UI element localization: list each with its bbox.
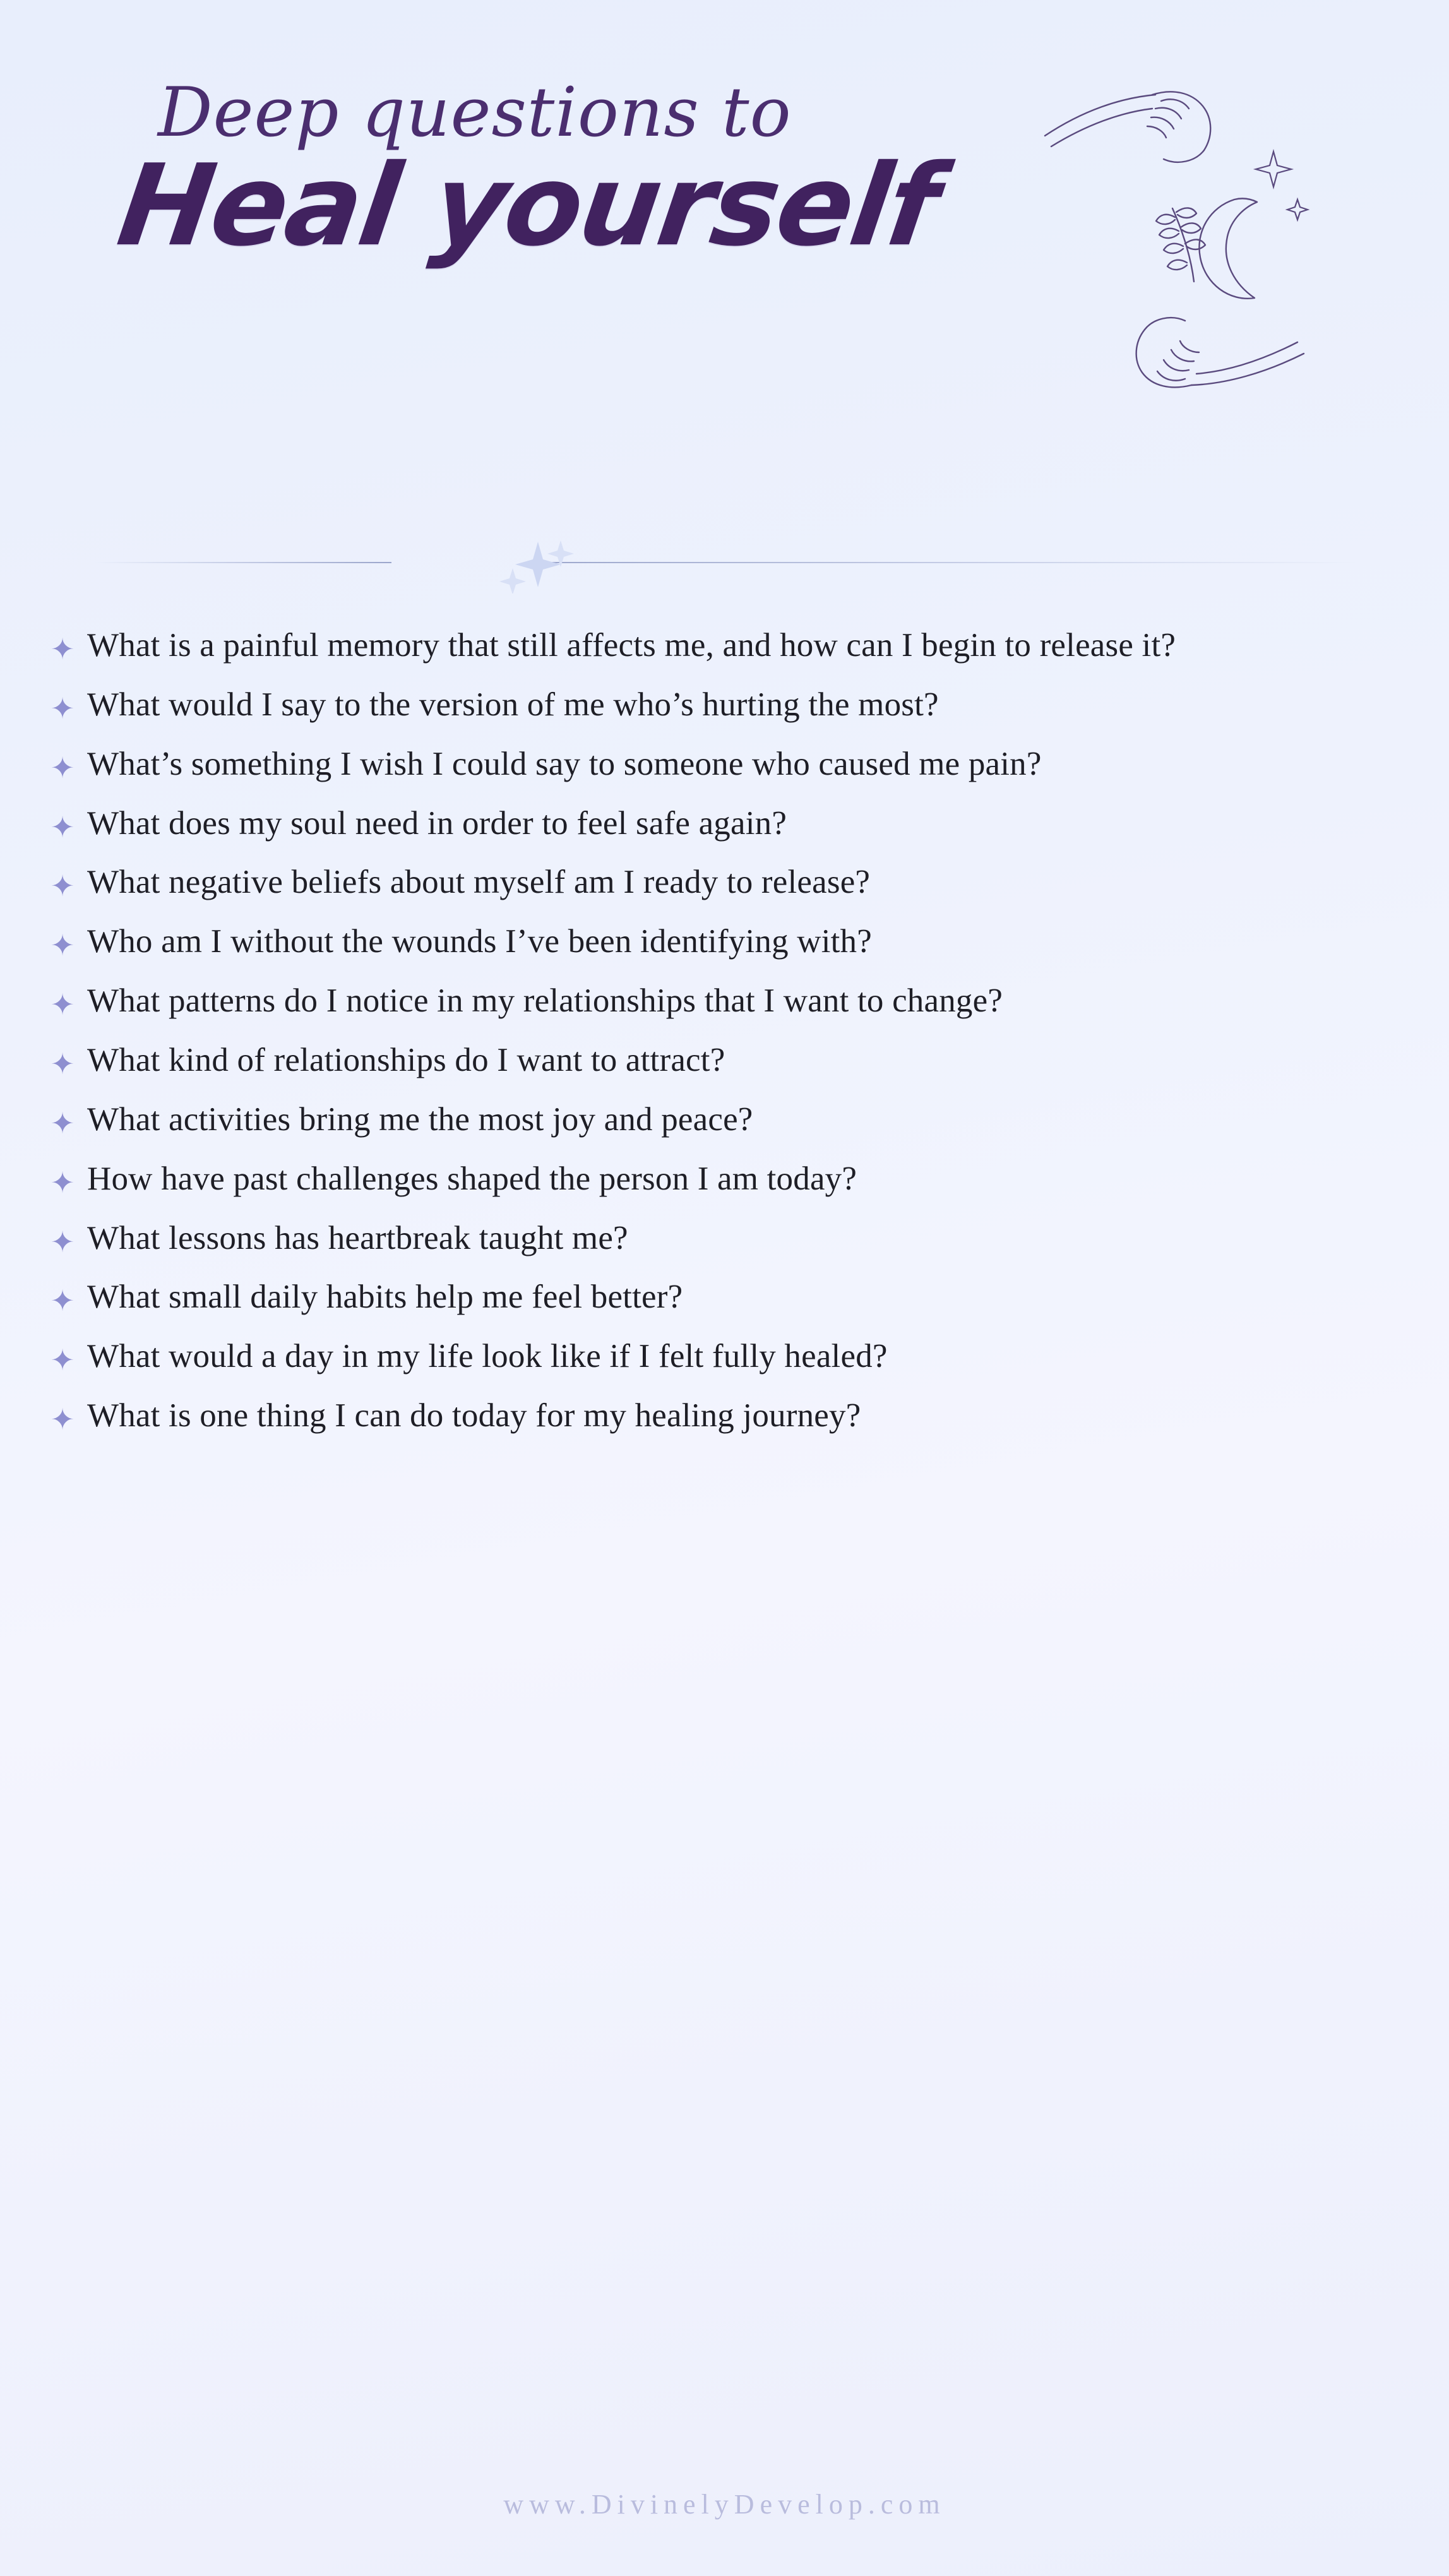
sparkle-bullet-icon: ✦ bbox=[50, 1344, 75, 1377]
list-item bbox=[38, 797, 1414, 851]
question-text: What would a day in my life look like if I felt fully healed? bbox=[87, 1338, 888, 1375]
sparkle-cluster-icon bbox=[486, 537, 600, 593]
sparkle-bullet-icon: ✦ bbox=[50, 1107, 75, 1140]
sparkle-bullet-icon: ✦ bbox=[50, 1166, 75, 1199]
question-text: What small daily habits help me feel better? bbox=[87, 1279, 683, 1316]
list-item bbox=[38, 1034, 1414, 1088]
sparkle-bullet-icon: ✦ bbox=[50, 1225, 75, 1258]
question-text: What patterns do I notice in my relationships that I want to change? bbox=[87, 982, 1003, 1020]
question-text: What does my soul need in order to feel safe again? bbox=[87, 804, 787, 842]
list-item bbox=[38, 974, 1414, 1029]
sparkle-bullet-icon: ✦ bbox=[50, 870, 75, 903]
list-item bbox=[38, 619, 1414, 673]
hands-moon-botanical-icon bbox=[1026, 76, 1323, 404]
question-text: What would I say to the version of me who’s hurting the most? bbox=[87, 686, 939, 723]
list-item bbox=[38, 1389, 1414, 1443]
page-title-line-2: Heal yourself bbox=[110, 140, 945, 271]
list-item bbox=[38, 1093, 1414, 1147]
divider-line-right bbox=[524, 562, 1357, 563]
divider-line-left bbox=[95, 562, 391, 563]
sparkle-bullet-icon: ✦ bbox=[50, 811, 75, 844]
question-text: How have past challenges shaped the person I am today? bbox=[87, 1160, 857, 1197]
list-item bbox=[38, 1270, 1414, 1325]
list-item bbox=[38, 737, 1414, 792]
sparkle-bullet-icon: ✦ bbox=[50, 1404, 75, 1436]
list-item bbox=[38, 1152, 1414, 1207]
question-text: What kind of relationships do I want to attract? bbox=[87, 1042, 725, 1079]
question-text: What lessons has heartbreak taught me? bbox=[87, 1219, 628, 1256]
page-title-line-1: Deep questions to bbox=[158, 73, 792, 152]
poster-header bbox=[63, 0, 1386, 404]
section-divider bbox=[95, 543, 1357, 581]
title-block bbox=[110, 73, 1105, 271]
footer-website: www.DivinelyDevelop.com bbox=[503, 2489, 946, 2520]
question-text: What negative beliefs about myself am I ready to release? bbox=[87, 864, 871, 901]
sparkle-bullet-icon: ✦ bbox=[50, 929, 75, 962]
question-text: What is one thing I can do today for my healing journey? bbox=[87, 1397, 861, 1434]
questions-list bbox=[38, 619, 1414, 1448]
question-text: What’s something I wish I could say to someone who caused me pain? bbox=[87, 745, 1042, 782]
sparkle-bullet-icon: ✦ bbox=[50, 1285, 75, 1318]
sparkle-bullet-icon: ✦ bbox=[50, 989, 75, 1022]
list-item bbox=[38, 1330, 1414, 1384]
list-item bbox=[38, 678, 1414, 732]
list-item bbox=[38, 915, 1414, 969]
sparkle-bullet-icon: ✦ bbox=[50, 633, 75, 665]
list-item bbox=[38, 1212, 1414, 1266]
list-item bbox=[38, 856, 1414, 910]
question-text: What is a painful memory that still affects me, and how can I begin to release it? bbox=[87, 627, 1176, 664]
sparkle-bullet-icon: ✦ bbox=[50, 751, 75, 784]
question-text: Who am I without the wounds I’ve been identifying with? bbox=[87, 923, 872, 960]
sparkle-bullet-icon: ✦ bbox=[50, 1048, 75, 1081]
sparkle-bullet-icon: ✦ bbox=[50, 692, 75, 725]
question-text: What activities bring me the most joy and peace? bbox=[87, 1100, 753, 1138]
